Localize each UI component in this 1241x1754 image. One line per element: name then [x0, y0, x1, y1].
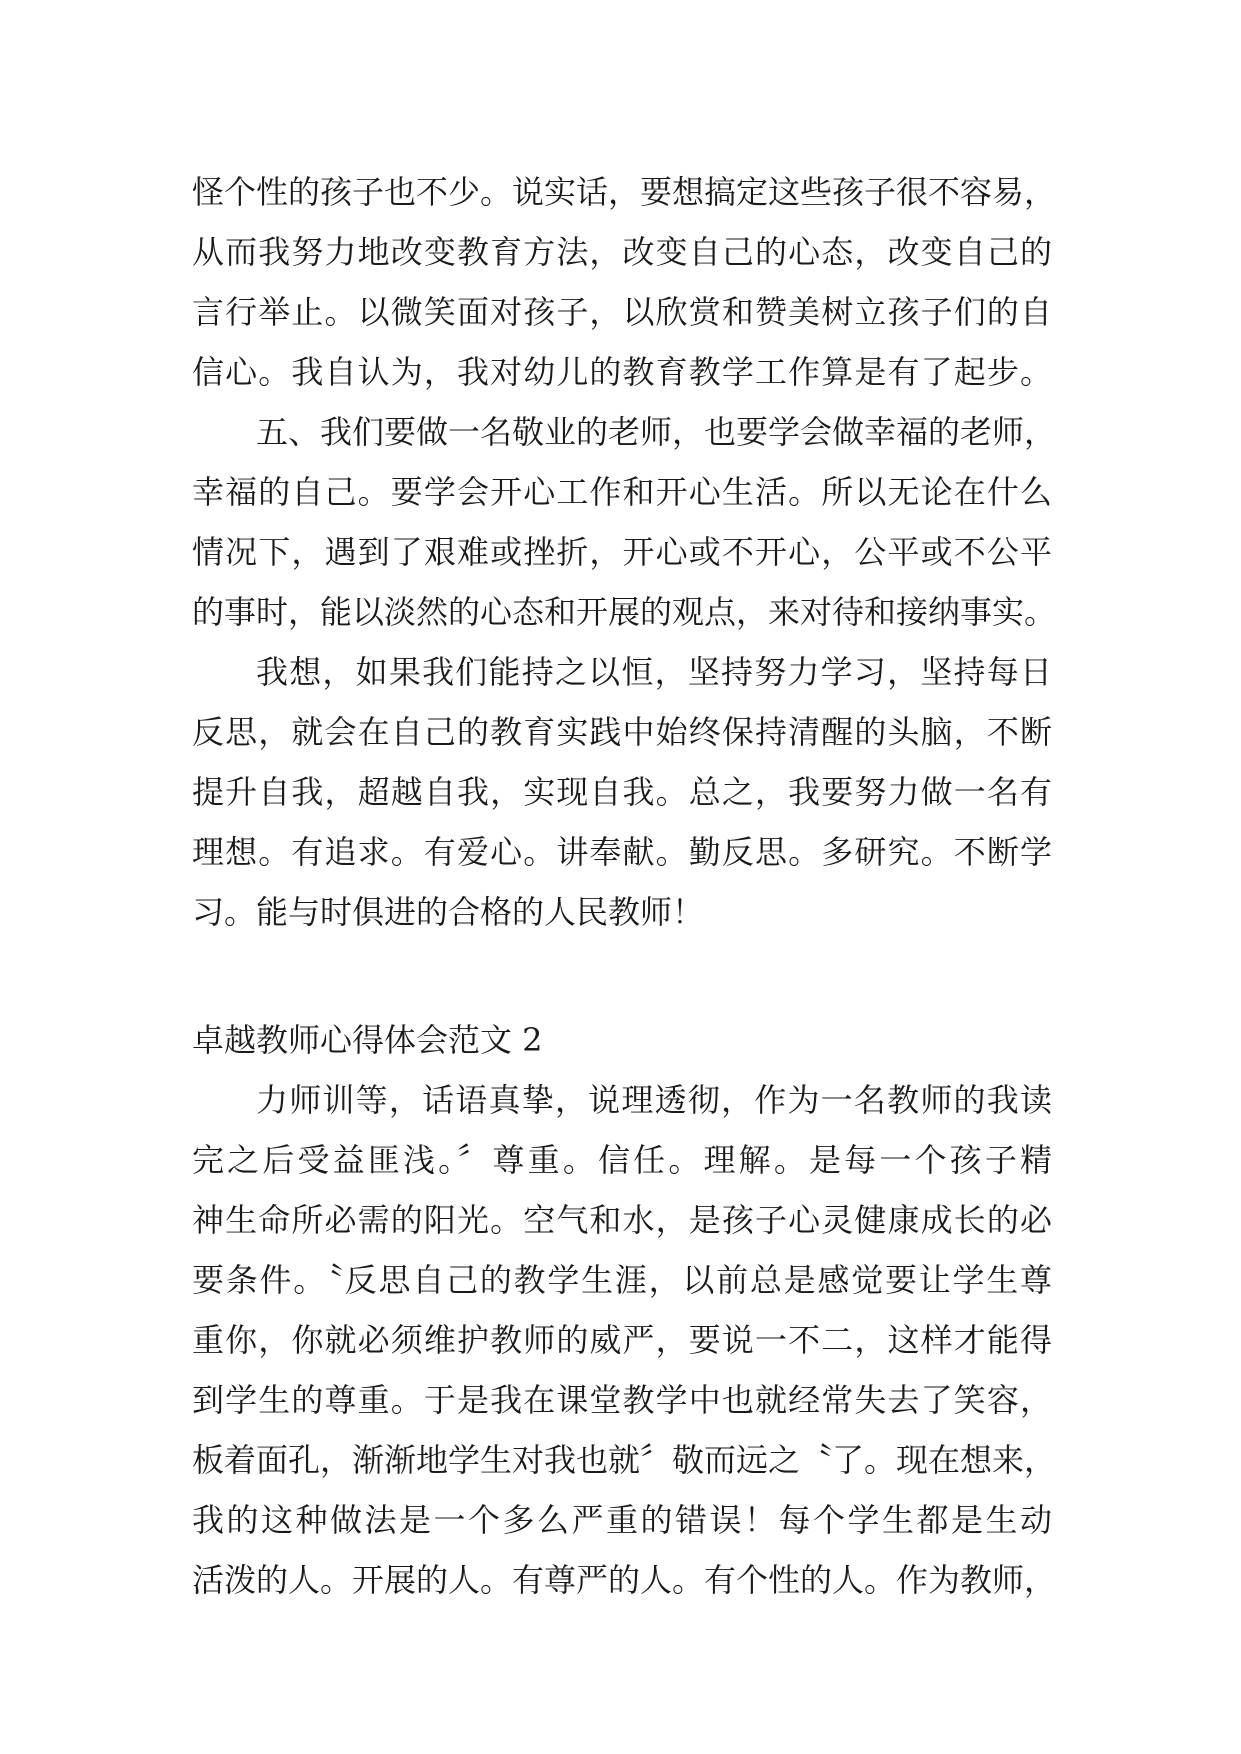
paragraph: [192, 402, 1057, 642]
text-line: 我想，如果我们能持之以恒，坚持努力学习，坚持每日: [256, 653, 1052, 691]
text-line: 重你，你就必须维护教师的威严，要说一不二，这样才能得: [192, 1321, 1052, 1359]
text-line: 到学生的尊重。于是我在课堂教学中也就经常失去了笑容，: [192, 1381, 1052, 1419]
text-line: 反思，就会在自己的教育实践中始终保持清醒的头脑，不断: [192, 713, 1052, 751]
text-line: 习。能与时俱进的合格的人民教师！: [192, 893, 705, 931]
text-line: 活泼的人。开展的人。有尊严的人。有个性的人。作为教师，: [192, 1561, 1057, 1599]
section-spacer: [192, 942, 1052, 1010]
text-line: 神生命所必需的阳光。空气和水，是孩子心灵健康成长的必: [192, 1201, 1052, 1239]
text-line: 我的这种做法是一个多么严重的错误！每个学生都是生动: [192, 1501, 1052, 1539]
document-body: [192, 162, 1057, 1610]
text-line: 五、我们要做一名敬业的老师，也要学会做幸福的老师，: [256, 413, 1057, 451]
text-line: 情况下，遇到了艰难或挫折，开心或不开心，公平或不公平: [192, 533, 1052, 571]
paragraph: [192, 1070, 1057, 1610]
paragraph: [192, 642, 1052, 942]
section-heading: 卓越教师心得体会范文 2: [192, 1021, 543, 1059]
text-line: 的事时，能以淡然的心态和开展的观点，来对待和接纳事实。: [192, 593, 1057, 631]
text-line: 信心。我自认为，我对幼儿的教育教学工作算是有了起步。: [192, 353, 1052, 391]
text-line: 提升自我，超越自我，实现自我。总之，我要努力做一名有: [192, 773, 1052, 811]
text-line: 幸福的自己。要学会开心工作和开心生活。所以无论在什么: [192, 473, 1052, 511]
text-line: 板着面孔，渐渐地学生对我也就〞敬而远之〝了。现在想来，: [192, 1441, 1057, 1479]
paragraph: [192, 162, 1057, 402]
text-line: 完之后受益匪浅。〞尊重。信任。理解。是每一个孩子精: [192, 1141, 1052, 1179]
text-line: 从而我努力地改变教育方法，改变自己的心态，改变自己的: [192, 233, 1052, 271]
text-line: 力师训等，话语真挚，说理透彻，作为一名教师的我读: [256, 1081, 1052, 1119]
text-line: 要条件。〝反思自己的教学生涯，以前总是感觉要让学生尊: [192, 1261, 1052, 1299]
text-line: 怪个性的孩子也不少。说实话，要想搞定这些孩子很不容易，: [192, 173, 1057, 211]
text-line: 言行举止。以微笑面对孩子，以欣赏和赞美树立孩子们的自: [192, 293, 1052, 331]
text-line: 理想。有追求。有爱心。讲奉献。勤反思。多研究。不断学: [192, 833, 1052, 871]
